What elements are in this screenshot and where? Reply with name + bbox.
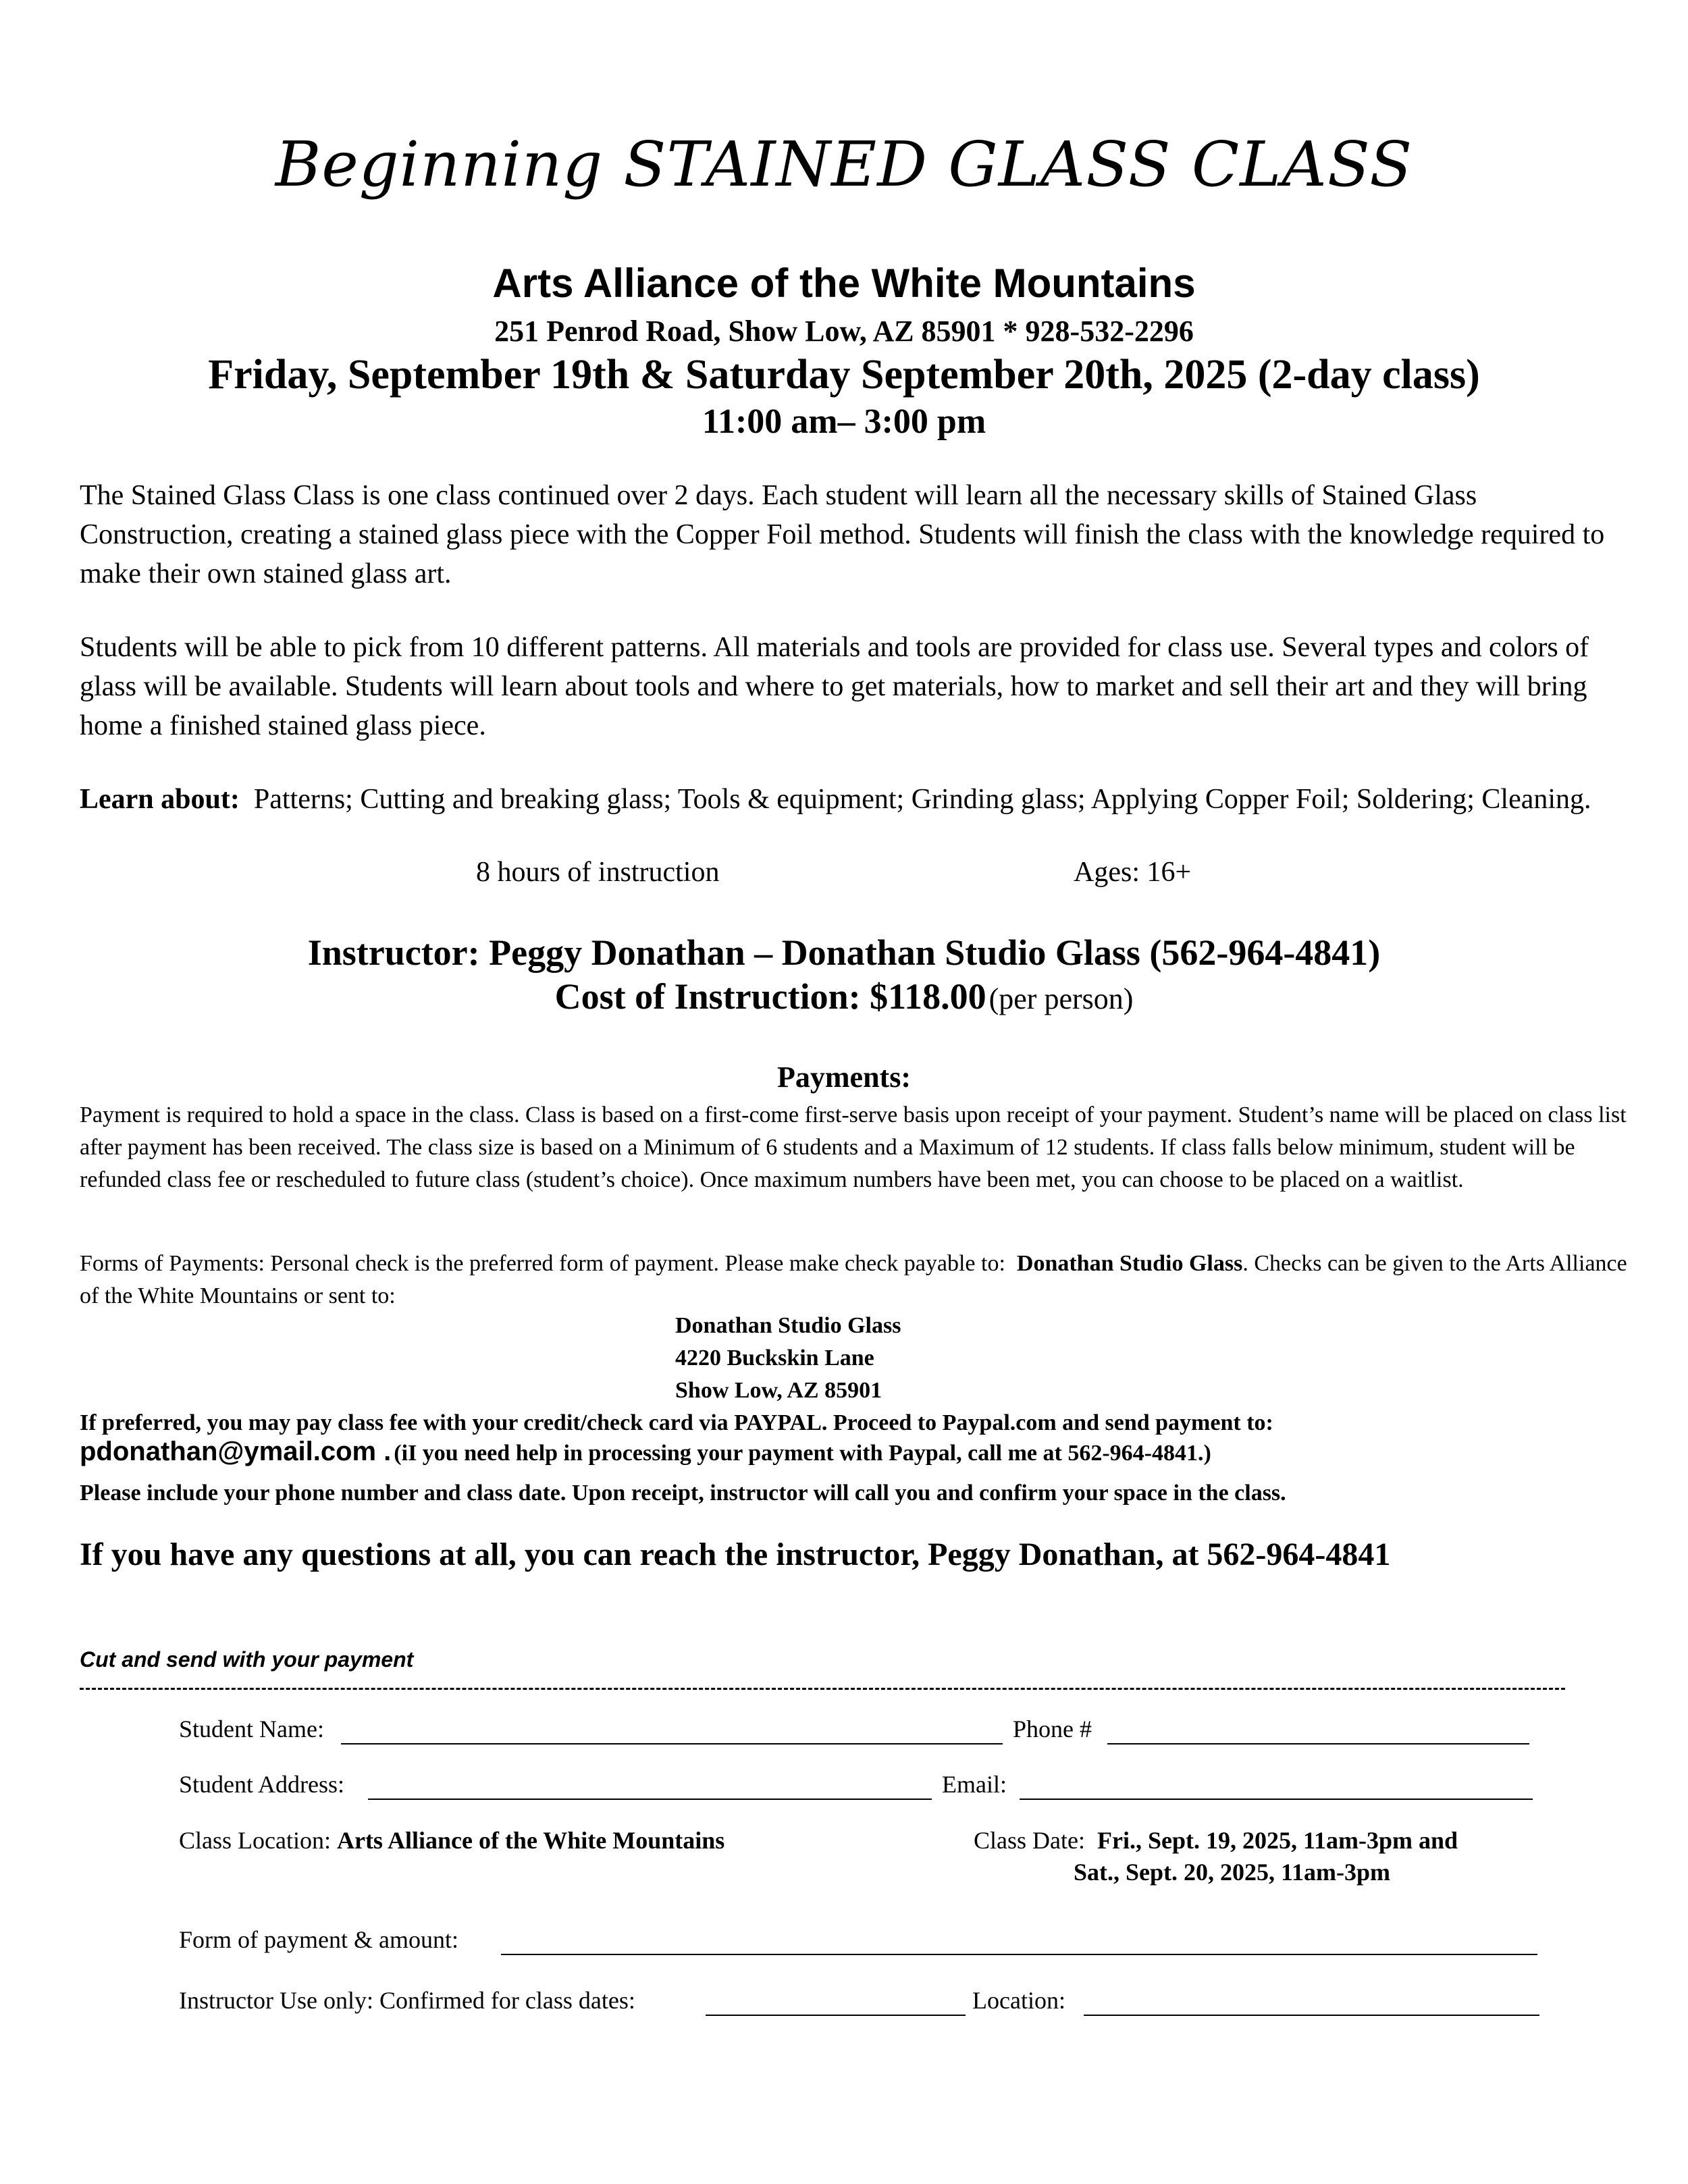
class-location-value: Arts Alliance of the White Mountains bbox=[336, 1827, 725, 1854]
student-name-field[interactable] bbox=[341, 1743, 1003, 1744]
cost-note: (per person) bbox=[988, 982, 1134, 1015]
payments-heading: Payments: bbox=[777, 1061, 911, 1094]
form-of-payment-label: Form of payment & amount: bbox=[179, 1926, 458, 1953]
description-paragraph-2: Students will be able to pick from 10 different patterns. All materials and tools are provided for class use. Several types and colors of glass will be available. Students will learn about tools and where to get materials, how to market and sell their art and they will bring home a finished stained glass piece. bbox=[80, 632, 1589, 741]
organization-address: 251 Penrod Road, Show Low, AZ 85901 * 928-532-2296 bbox=[494, 315, 1194, 348]
phone-field[interactable] bbox=[1107, 1743, 1529, 1744]
email-label: Email: bbox=[942, 1771, 1007, 1798]
mail-name: Donathan Studio Glass bbox=[675, 1313, 901, 1338]
location-label: Location: bbox=[972, 1987, 1065, 2014]
forms-of-payment bbox=[80, 1248, 1633, 1312]
questions-line: If you have any questions at all, you can reach the instructor, Peggy Donathan, at 562-964-4841 bbox=[80, 1537, 1391, 1572]
organization-name: Arts Alliance of the White Mountains bbox=[492, 261, 1196, 306]
mail-city: Show Low, AZ 85901 bbox=[675, 1378, 882, 1403]
location-field[interactable] bbox=[1084, 2015, 1539, 2016]
class-location bbox=[179, 1826, 724, 1855]
class-location-label: Class Location: bbox=[179, 1827, 331, 1854]
include-info-line: Please include your phone number and class date. Upon receipt, instructor will call you and confirm your space in the class. bbox=[80, 1481, 1286, 1506]
class-date bbox=[974, 1826, 1458, 1855]
student-address-field[interactable] bbox=[368, 1799, 932, 1800]
paypal-email-line bbox=[80, 1437, 1211, 1470]
paypal-help: (iI you need help in processing your payment with Paypal, call me at 562-964-4841.) bbox=[394, 1441, 1211, 1466]
instructor-use-label: Instructor Use only: Confirmed for class dates: bbox=[179, 1987, 635, 2014]
cost-of-instruction bbox=[0, 976, 1688, 1017]
learn-about-label: Learn about: bbox=[80, 784, 240, 815]
payable-to: Donathan Studio Glass bbox=[1016, 1251, 1243, 1276]
paypal-email: pdonathan@ymail.com . bbox=[80, 1437, 392, 1466]
cost-label: Cost of Instruction: $118.00 bbox=[554, 976, 986, 1017]
confirmed-dates-field[interactable] bbox=[706, 2015, 966, 2016]
cut-line bbox=[80, 1688, 1565, 1690]
hours-of-instruction: 8 hours of instruction bbox=[476, 857, 720, 888]
description-paragraph-1: The Stained Glass Class is one class continued over 2 days. Each student will learn all the necessary skills of Stained Glass Construction, creating a stained glass piece with the Copper Foil method. Students will finish the class with the knowledge required to make their own stained glass art. bbox=[80, 480, 1605, 589]
form-of-payment-field[interactable] bbox=[501, 1954, 1537, 1955]
paypal-line: If preferred, you may pay class fee with your credit/check card via PAYPAL. Proceed to Paypal.com and send payment to: bbox=[80, 1410, 1273, 1435]
ages: Ages: 16+ bbox=[1074, 857, 1192, 888]
mail-street: 4220 Buckskin Lane bbox=[675, 1346, 874, 1370]
page-title: Beginning STAINED GLASS CLASS bbox=[275, 128, 1413, 201]
learn-about bbox=[80, 780, 1619, 819]
cut-and-send-label: Cut and send with your payment bbox=[80, 1647, 414, 1672]
learn-about-text: Patterns; Cutting and breaking glass; Tools & equipment; Grinding glass; Applying Copper Foil; Soldering; Cleaning. bbox=[253, 784, 1591, 815]
class-date-value-2: Sat., Sept. 20, 2025, 11am-3pm bbox=[1074, 1859, 1391, 1886]
class-dates: Friday, September 19th & Saturday September 20th, 2025 (2-day class) bbox=[208, 352, 1480, 398]
student-address-label: Student Address: bbox=[179, 1771, 345, 1798]
phone-label: Phone # bbox=[1013, 1715, 1092, 1742]
payment-policy: Payment is required to hold a space in the class. Class is based on a first-come first-serve basis upon receipt of your payment. Student’s name will be placed on class list after payment has been received. The class size is based on a Minimum of 6 students and a Maximum of 12 students. If class falls below minimum, student will be refunded class fee or rescheduled to future class (student’s choice). Once maximum numbers have been met, you can choose to be placed on a waitlist. bbox=[80, 1102, 1627, 1192]
instructor-line: Instructor: Peggy Donathan – Donathan Studio Glass (562-964-4841) bbox=[307, 932, 1381, 973]
forms-text-2: . Checks can be given to the Arts Alliance of the White Mountains or sent to: bbox=[80, 1251, 1627, 1308]
class-time: 11:00 am– 3:00 pm bbox=[702, 402, 986, 441]
class-date-value-1: Fri., Sept. 19, 2025, 11am-3pm and bbox=[1097, 1827, 1458, 1854]
class-date-label: Class Date: bbox=[974, 1827, 1085, 1854]
email-field[interactable] bbox=[1020, 1799, 1533, 1800]
forms-text: Forms of Payments: Personal check is the preferred form of payment. Please make check payable to: bbox=[80, 1251, 1005, 1276]
student-name-label: Student Name: bbox=[179, 1715, 324, 1742]
